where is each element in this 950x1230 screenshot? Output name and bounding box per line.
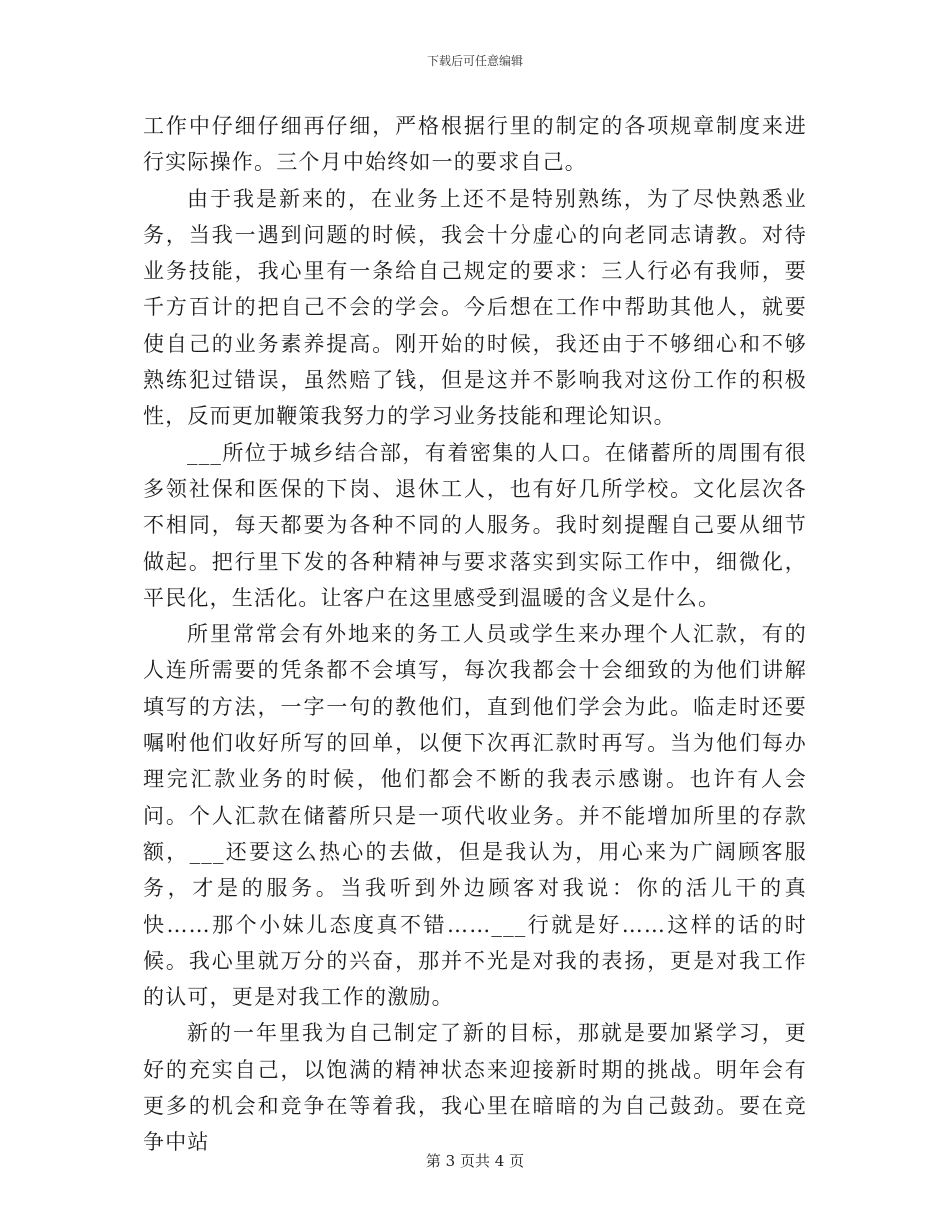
paragraph-1: 工作中仔细仔细再仔细，严格根据行里的制定的各项规章制度来进行实际操作。三个月中始终如一的要求自己。	[143, 114, 807, 175]
paragraph-2: 由于我是新来的，在业务上还不是特别熟练，为了尽快熟悉业务，当我一遇到问题的时候，我会十分虚心的向老同志请教。对待业务技能，我心里有一条给自己规定的要求：三人行必有我师，要千方百计的把自己不会的学会。今后想在工作中帮助其他人，就要使自己的业务素养提高。刚开始的时候，我还由于不够细心和不够熟练犯过错误，虽然赔了钱，但是这并不影响我对这份工作的积极性，反而更加鞭策我努力的学习业务技能和理论知识。	[143, 186, 807, 429]
page-footer: 第 3 页共 4 页	[425, 1152, 525, 1170]
paragraph-4: 所里常常会有外地来的务工人员或学生来办理个人汇款，有的人连所需要的凭条都不会填写，每次我都会十会细致的为他们讲解填写的方法，一字一句的教他们，直到他们学会为此。临走时还要嘱咐他们收好所写的回单，以便下次再汇款时再写。当为他们每办理完汇款业务的时候，他们都会不断的我表示感谢。也许有人会问。个人汇款在储蓄所只是一项代收业务。并不能增加所里的存款额，___还要这么热心的去做，但是我认为，用心来为广阔顾客服务，才是的服务。当我听到外边顾客对我说：你的活儿干的真快……那个小妹儿态度真不错……___行就是好……这样的话的时候。我心里就万分的兴奋，那并不光是对我的表扬，更是对我工作的认可，更是对我工作的激励。	[143, 622, 807, 1010]
paragraph-5: 新的一年里我为自己制定了新的目标，那就是要加紧学习，更好的充实自己，以饱满的精神状态来迎接新时期的挑战。明年会有更多的机会和竞争在等着我，我心里在暗暗的为自己鼓劲。要在竞争中站	[143, 1021, 807, 1155]
paragraph-3: ___所位于城乡结合部，有着密集的人口。在储蓄所的周围有很多领社保和医保的下岗、退休工人，也有好几所学校。文化层次各不相同，每天都要为各种不同的人服务。我时刻提醒自己要从细节做起。把行里下发的各种精神与要求落实到实际工作中，细微化，平民化，生活化。让客户在这里感受到温暖的含义是什么。	[143, 440, 807, 610]
page-header: 下载后可任意编辑	[426, 54, 523, 68]
document-body	[143, 108, 807, 1161]
